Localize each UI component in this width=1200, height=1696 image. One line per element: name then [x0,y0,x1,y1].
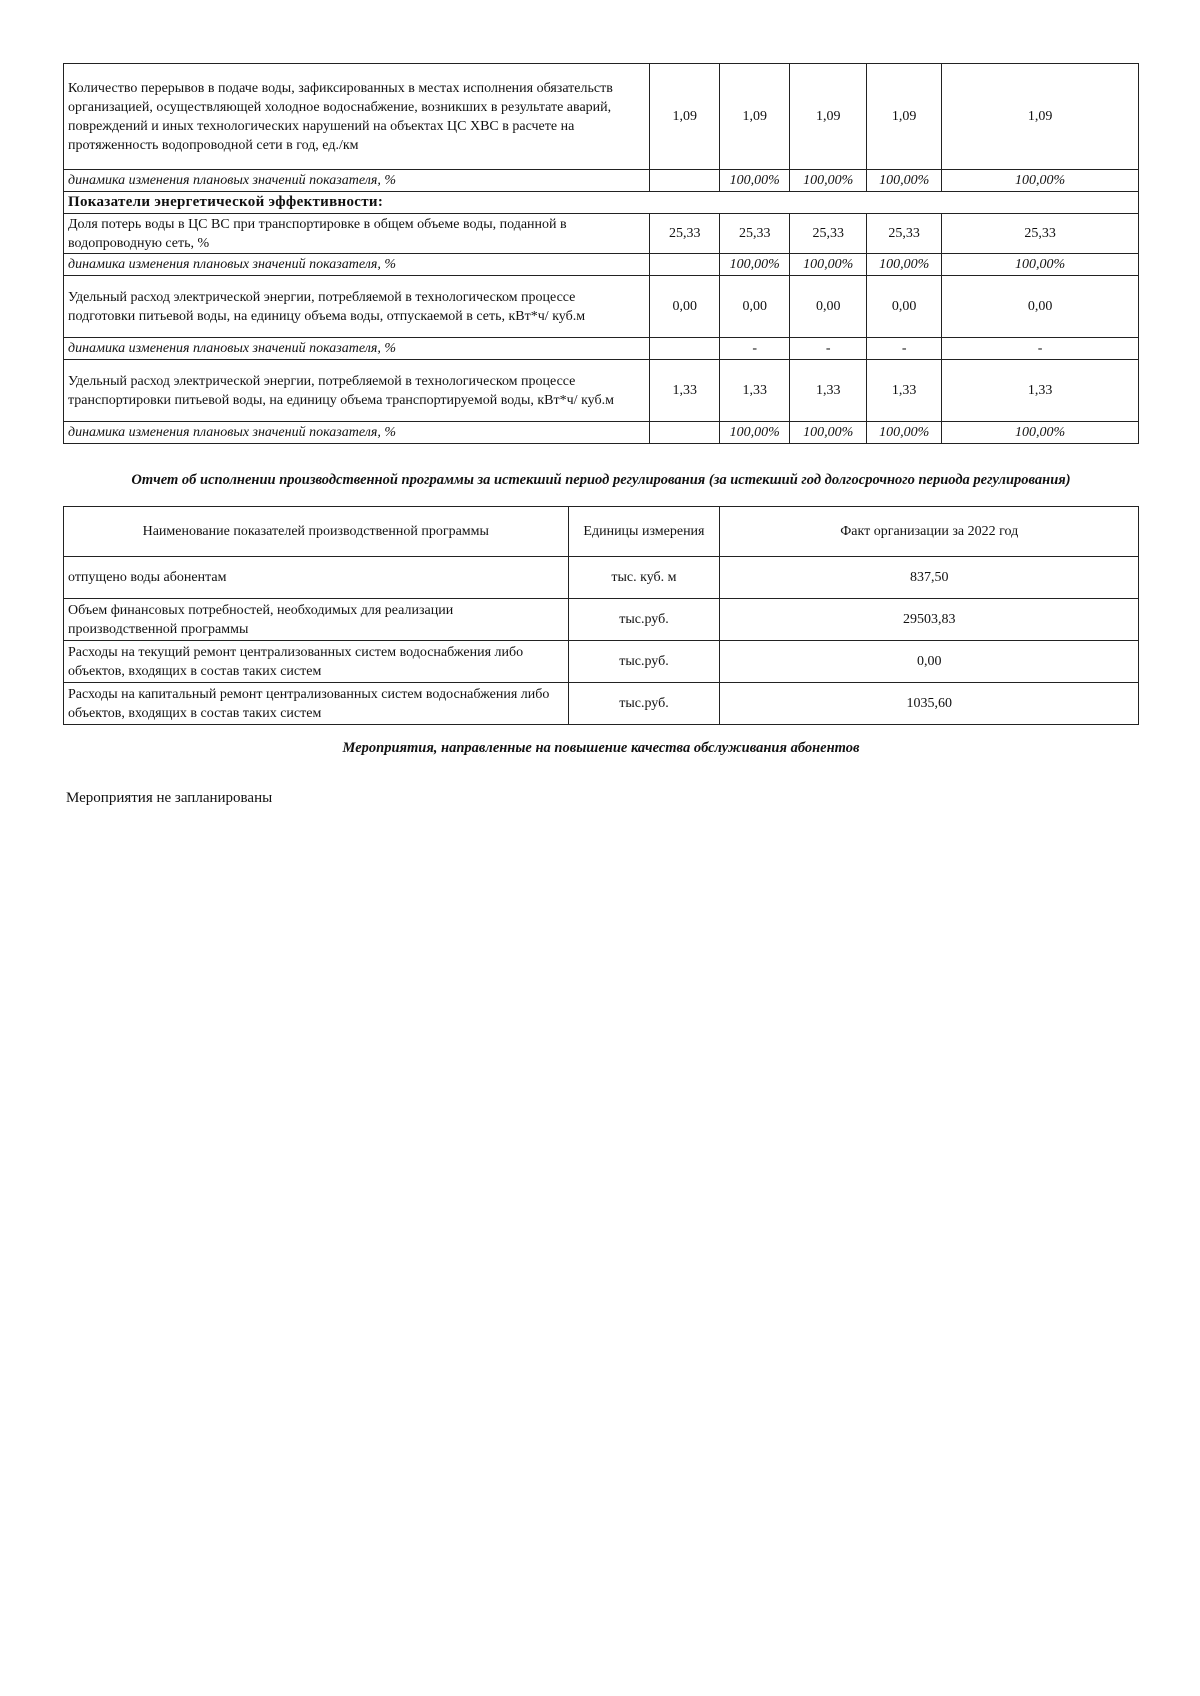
measures-caption: Мероприятия, направленные на повышение качества обслуживания абонентов [342,740,860,756]
cell-value: 1,33 [650,360,720,422]
cell-value: 100,00% [720,170,790,192]
cell-value: 1,33 [720,360,790,422]
cell-value: 100,00% [790,422,867,444]
program-report-table [63,506,1139,725]
indicators-table [63,63,1139,444]
cell-value: - [942,338,1139,360]
cell-value [650,422,720,444]
fact-cell: 0,00 [720,641,1139,683]
table-row [64,276,1139,338]
cell-value: 0,00 [790,276,867,338]
cell-value: 100,00% [942,170,1139,192]
unit-cell: тыс. куб. м [568,557,720,599]
table-row [64,683,1139,725]
indicator-name: Объем финансовых потребностей, необходимых для реализации производственной программы [64,599,569,641]
cell-value: - [720,338,790,360]
row-label: Доля потерь воды в ЦС ВС при транспортировке в общем объеме воды, поданной в водопроводную сеть, % [64,214,650,254]
report-caption: Отчет об исполнении производственной программы за истекший период регулирования (за истекший год долгосрочного периода регулирования) [131,472,1071,488]
table-row [64,64,1139,170]
table-row [64,338,1139,360]
cell-value: 100,00% [790,170,867,192]
cell-value: 1,09 [942,64,1139,170]
unit-cell: тыс.руб. [568,599,720,641]
table-row [64,254,1139,276]
cell-value: 25,33 [867,214,942,254]
cell-value: 100,00% [867,422,942,444]
fact-cell: 1035,60 [720,683,1139,725]
cell-value: 100,00% [942,254,1139,276]
row-label: динамика изменения плановых значений показателя, % [64,338,650,360]
indicator-name: Расходы на капитальный ремонт централизованных систем водоснабжения либо объектов, входящих в состав таких систем [64,683,569,725]
fact-cell: 29503,83 [720,599,1139,641]
cell-value: 100,00% [867,170,942,192]
row-label: динамика изменения плановых значений показателя, % [64,254,650,276]
table-header-row [64,507,1139,557]
table-row [64,641,1139,683]
cell-value: 1,33 [942,360,1139,422]
cell-value [650,254,720,276]
cell-value: 0,00 [650,276,720,338]
cell-value [650,170,720,192]
table-row [64,422,1139,444]
cell-value: 100,00% [867,254,942,276]
row-label: Удельный расход электрической энергии, потребляемой в технологическом процессе подготовки питьевой воды, на единицу объема воды, отпускаемой в сеть, кВт*ч/ куб.м [64,276,650,338]
cell-value: 25,33 [790,214,867,254]
cell-value: 25,33 [720,214,790,254]
column-header: Факт организации за 2022 год [720,507,1139,557]
table-row [64,557,1139,599]
table-row [64,192,1139,214]
indicator-name: Расходы на текущий ремонт централизованных систем водоснабжения либо объектов, входящих в состав таких систем [64,641,569,683]
table-row [64,214,1139,254]
cell-value: 25,33 [942,214,1139,254]
cell-value: - [867,338,942,360]
row-label: Удельный расход электрической энергии, потребляемой в технологическом процессе транспортировки питьевой воды, на единицу объема транспортируемой воды, кВт*ч/ куб.м [64,360,650,422]
cell-value: 100,00% [942,422,1139,444]
cell-value: 0,00 [720,276,790,338]
cell-value: 1,09 [650,64,720,170]
column-header: Наименование показателей производственной программы [64,507,569,557]
cell-value: 25,33 [650,214,720,254]
unit-cell: тыс.руб. [568,683,720,725]
cell-value [650,338,720,360]
cell-value: 100,00% [720,422,790,444]
table-row [64,599,1139,641]
cell-value: 1,09 [790,64,867,170]
table-row [64,170,1139,192]
cell-value: 1,33 [790,360,867,422]
cell-value: 0,00 [942,276,1139,338]
indicator-name: отпущено воды абонентам [64,557,569,599]
table-row [64,360,1139,422]
measures-note: Мероприятия не запланированы [66,790,273,806]
unit-cell: тыс.руб. [568,641,720,683]
row-label: Количество перерывов в подаче воды, зафиксированных в местах исполнения обязательств организацией, осуществляющей холодное водоснабжение, возникших в результате аварий, повреждений и иных технологических нарушений на объектах ЦС ХВС в расчете на протяженность водопроводной сети в год, ед./км [64,64,650,170]
cell-value: - [790,338,867,360]
cell-value: 0,00 [867,276,942,338]
cell-value: 1,09 [867,64,942,170]
row-label: динамика изменения плановых значений показателя, % [64,422,650,444]
cell-value: 1,09 [720,64,790,170]
section-heading: Показатели энергетической эффективности: [64,192,1139,214]
fact-cell: 837,50 [720,557,1139,599]
cell-value: 100,00% [790,254,867,276]
column-header: Единицы измерения [568,507,720,557]
cell-value: 100,00% [720,254,790,276]
row-label: динамика изменения плановых значений показателя, % [64,170,650,192]
cell-value: 1,33 [867,360,942,422]
